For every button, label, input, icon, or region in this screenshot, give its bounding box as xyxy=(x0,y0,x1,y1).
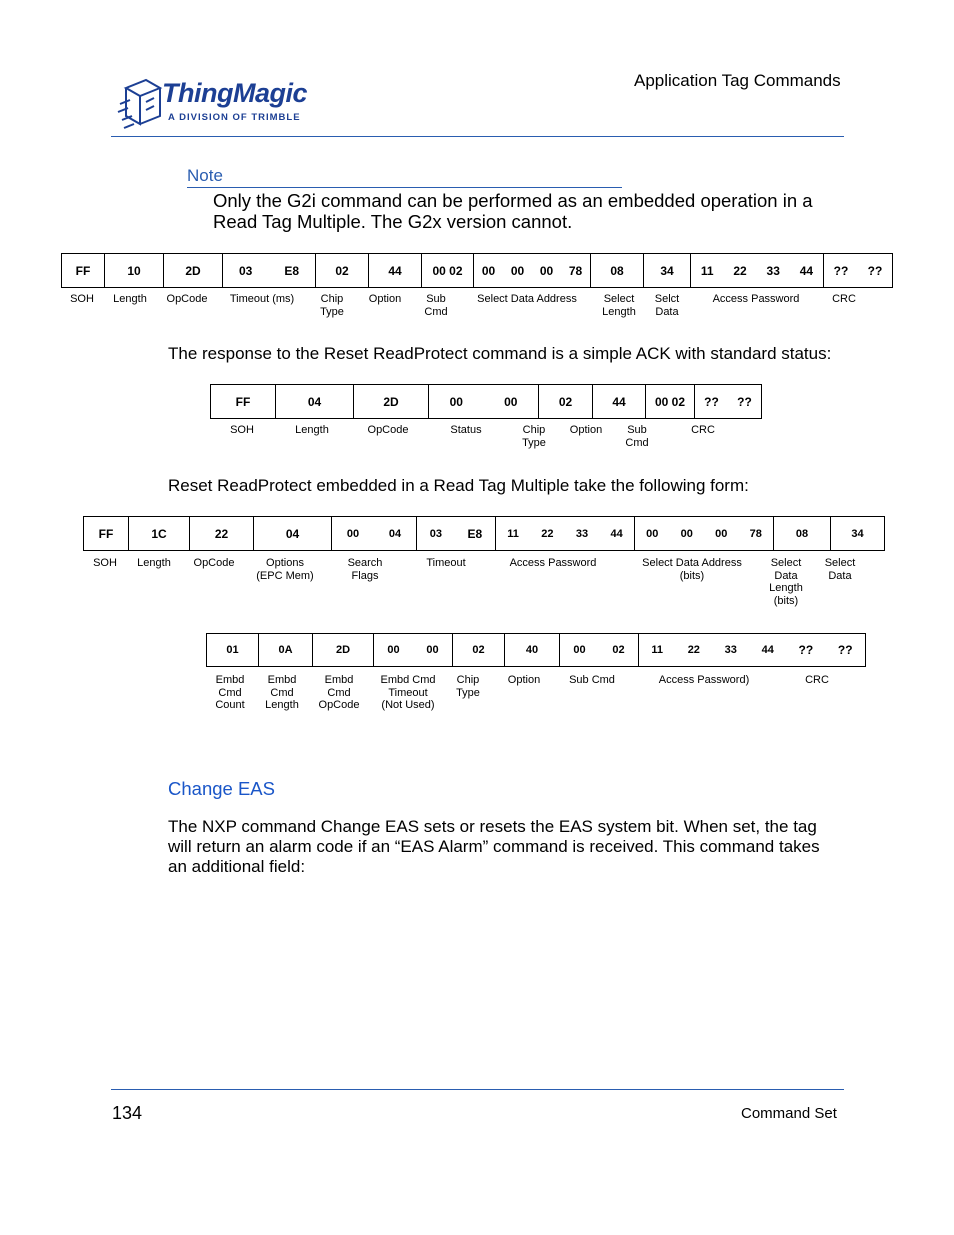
byte-cell xyxy=(207,634,259,667)
byte-cell xyxy=(129,517,190,551)
byte-row xyxy=(84,517,885,551)
byte-value: 02 xyxy=(612,644,625,656)
byte-cell xyxy=(560,634,639,667)
field-label: Embd Cmd Length xyxy=(265,674,299,711)
byte-cell xyxy=(539,385,593,419)
field-label: Embd Cmd OpCode xyxy=(318,674,360,711)
byte-value: 00 xyxy=(539,263,554,278)
byte-cell xyxy=(644,254,691,288)
field-label: Access Password xyxy=(509,557,597,569)
byte-value: 02 xyxy=(558,394,573,409)
field-label: Option xyxy=(507,674,541,686)
field-label: Select Data Length (bits) xyxy=(769,557,803,607)
note-text: Only the G2i command can be performed as an embedded operation in a Read Tag Multiple. The G2x version cannot. xyxy=(213,190,813,232)
field-label: Chip Type xyxy=(456,674,480,699)
byte-value: 33 xyxy=(575,527,589,540)
embedded-bytes-table-part2 xyxy=(206,633,866,667)
byte-value: ?? xyxy=(867,263,883,278)
byte-cell xyxy=(259,634,313,667)
byte-value: 22 xyxy=(541,527,554,540)
byte-cell xyxy=(453,634,505,667)
byte-value: E8 xyxy=(467,526,483,541)
byte-value: ?? xyxy=(737,394,752,409)
byte-value: ?? xyxy=(837,643,853,657)
byte-cell xyxy=(332,517,417,551)
byte-value: 08 xyxy=(610,263,624,278)
field-label: OpCode xyxy=(367,424,409,436)
section-heading: Change EAS xyxy=(168,778,275,799)
byte-value: FF xyxy=(75,263,91,278)
byte-value: ?? xyxy=(704,394,719,409)
byte-cell xyxy=(354,385,429,419)
byte-value: 44 xyxy=(612,394,626,409)
byte-value: 40 xyxy=(525,644,539,656)
byte-value: 33 xyxy=(766,263,780,278)
field-label: CRC xyxy=(691,424,715,436)
field-label: Length xyxy=(113,293,147,305)
byte-value: 22 xyxy=(687,644,700,656)
byte-cell xyxy=(593,385,646,419)
byte-cell xyxy=(639,634,866,667)
byte-cell xyxy=(646,385,695,419)
byte-value: 01 xyxy=(226,644,239,656)
note-rule xyxy=(187,187,622,188)
command-bytes-table xyxy=(61,253,893,288)
byte-value: 00 xyxy=(715,527,728,540)
field-label: Option xyxy=(368,293,402,305)
byte-cell xyxy=(422,254,474,288)
field-label: Embd Cmd Count xyxy=(215,674,245,711)
byte-value: 2D xyxy=(383,394,399,409)
byte-value: 00 xyxy=(510,263,525,278)
field-label: Status xyxy=(450,424,482,436)
byte-row xyxy=(207,634,866,667)
field-label: Select Data xyxy=(824,557,856,582)
field-label: OpCode xyxy=(166,293,208,305)
byte-cell xyxy=(369,254,422,288)
byte-value: 78 xyxy=(568,263,583,278)
field-label: Search Flags xyxy=(347,557,383,582)
field-label: SOH xyxy=(230,424,254,436)
byte-cell xyxy=(190,517,254,551)
byte-cell xyxy=(824,254,893,288)
byte-value: 22 xyxy=(214,526,229,541)
field-label: Timeout (ms) xyxy=(229,293,295,305)
byte-value: 00 xyxy=(346,527,360,540)
byte-value: 0A xyxy=(278,644,293,656)
byte-cell xyxy=(417,517,496,551)
header-section-title: Application Tag Commands xyxy=(634,71,841,90)
byte-value: 00 xyxy=(680,527,693,540)
header-rule xyxy=(111,136,844,137)
byte-value: 00 xyxy=(504,394,518,409)
byte-value: 00 xyxy=(646,527,659,540)
byte-value: 2D xyxy=(185,263,201,278)
byte-cell xyxy=(313,634,374,667)
field-label: Sub Cmd xyxy=(625,424,649,449)
byte-cell xyxy=(831,517,885,551)
byte-cell xyxy=(84,517,129,551)
byte-value: ?? xyxy=(833,263,849,278)
byte-cell xyxy=(691,254,824,288)
byte-value: 11 xyxy=(700,263,714,278)
byte-value: 11 xyxy=(507,527,519,540)
byte-value: 33 xyxy=(724,644,737,656)
field-label: OpCode xyxy=(193,557,235,569)
field-label: Length xyxy=(295,424,329,436)
logo-wordmark: ThingMagic xyxy=(162,78,307,108)
byte-cell xyxy=(164,254,223,288)
note-label: Note xyxy=(187,166,223,185)
field-label: Select Data Address (bits) xyxy=(642,557,742,582)
byte-value: 11 xyxy=(651,644,663,656)
byte-cell xyxy=(635,517,774,551)
byte-cell xyxy=(374,634,453,667)
byte-cell xyxy=(316,254,369,288)
thingmagic-logo xyxy=(112,72,312,134)
field-label: CRC xyxy=(832,293,856,305)
field-label: Chip Type xyxy=(522,424,546,449)
byte-value: 04 xyxy=(285,526,300,541)
byte-cell xyxy=(695,385,762,419)
logo-tagline: A DIVISION OF TRIMBLE xyxy=(168,112,301,123)
byte-cell xyxy=(254,517,332,551)
field-label: Timeout xyxy=(426,557,466,569)
byte-value: 34 xyxy=(660,263,674,278)
response-paragraph: The response to the Reset ReadProtect command is a simple ACK with standard status: xyxy=(168,344,832,363)
field-label: Access Password) xyxy=(658,674,750,686)
embedded-bytes-table-part1 xyxy=(83,516,885,551)
field-label: Chip Type xyxy=(320,293,344,318)
byte-value: 00 xyxy=(449,394,463,409)
byte-cell xyxy=(496,517,635,551)
field-label: Length xyxy=(137,557,171,569)
byte-value: 34 xyxy=(851,527,864,540)
byte-value: 02 xyxy=(472,644,485,656)
byte-value: ?? xyxy=(798,643,814,657)
byte-value: E8 xyxy=(284,263,299,278)
byte-value: 1C xyxy=(151,526,167,541)
field-label: Sub Cmd xyxy=(569,674,615,686)
byte-value: 44 xyxy=(761,644,774,656)
byte-value: 00 xyxy=(387,644,400,656)
response-bytes-table xyxy=(210,384,762,419)
byte-value: 44 xyxy=(388,263,402,278)
field-label: Option xyxy=(569,424,603,436)
field-label: CRC xyxy=(805,674,829,686)
byte-row xyxy=(62,254,893,288)
byte-value: 03 xyxy=(429,527,443,540)
footer-title: Command Set xyxy=(741,1105,837,1122)
field-label: SOH xyxy=(93,557,117,569)
footer-rule xyxy=(111,1089,844,1090)
byte-cell xyxy=(211,385,276,419)
byte-value: 22 xyxy=(733,263,747,278)
byte-value: 02 xyxy=(335,263,349,278)
byte-value: 44 xyxy=(610,527,623,540)
byte-value: FF xyxy=(235,394,251,409)
byte-value: 08 xyxy=(795,527,809,540)
byte-cell xyxy=(429,385,539,419)
byte-value: 00 xyxy=(481,263,496,278)
byte-cell xyxy=(505,634,560,667)
byte-value: 00 xyxy=(573,644,586,656)
byte-value: 04 xyxy=(307,394,322,409)
embedded-paragraph: Reset ReadProtect embedded in a Read Tag Multiple take the following form: xyxy=(168,476,749,495)
field-label: Sub Cmd xyxy=(424,293,448,318)
byte-value: 00 xyxy=(426,644,439,656)
field-label: Select Length xyxy=(602,293,636,318)
field-label: Selct Data xyxy=(654,293,680,318)
byte-value: 10 xyxy=(127,263,141,278)
field-label: Embd Cmd Timeout (Not Used) xyxy=(380,674,436,711)
page-number: 134 xyxy=(112,1103,143,1123)
logo-emblem-icon xyxy=(116,74,164,132)
field-label: Select Data Address xyxy=(477,293,577,305)
byte-value: 78 xyxy=(749,527,762,540)
byte-value: FF xyxy=(98,526,114,541)
byte-value: 44 xyxy=(799,263,814,278)
byte-row xyxy=(211,385,762,419)
byte-cell xyxy=(591,254,644,288)
byte-cell xyxy=(223,254,316,288)
byte-cell xyxy=(774,517,831,551)
byte-value: 03 xyxy=(238,263,253,278)
byte-cell xyxy=(474,254,591,288)
byte-value: 00 02 xyxy=(654,394,686,409)
field-label: Options (EPC Mem) xyxy=(256,557,314,582)
byte-cell xyxy=(105,254,164,288)
field-label: SOH xyxy=(70,293,94,305)
byte-cell xyxy=(276,385,354,419)
byte-value: 2D xyxy=(335,644,351,656)
byte-value: 00 02 xyxy=(432,263,463,278)
section-text: The NXP command Change EAS sets or resets the EAS system bit. When set, the tag will return an alarm code if an “EAS Alarm” command is received. This command takes an additional field: xyxy=(168,817,820,876)
byte-cell xyxy=(62,254,105,288)
field-label: Access Password xyxy=(712,293,800,305)
byte-value: 04 xyxy=(388,527,402,540)
